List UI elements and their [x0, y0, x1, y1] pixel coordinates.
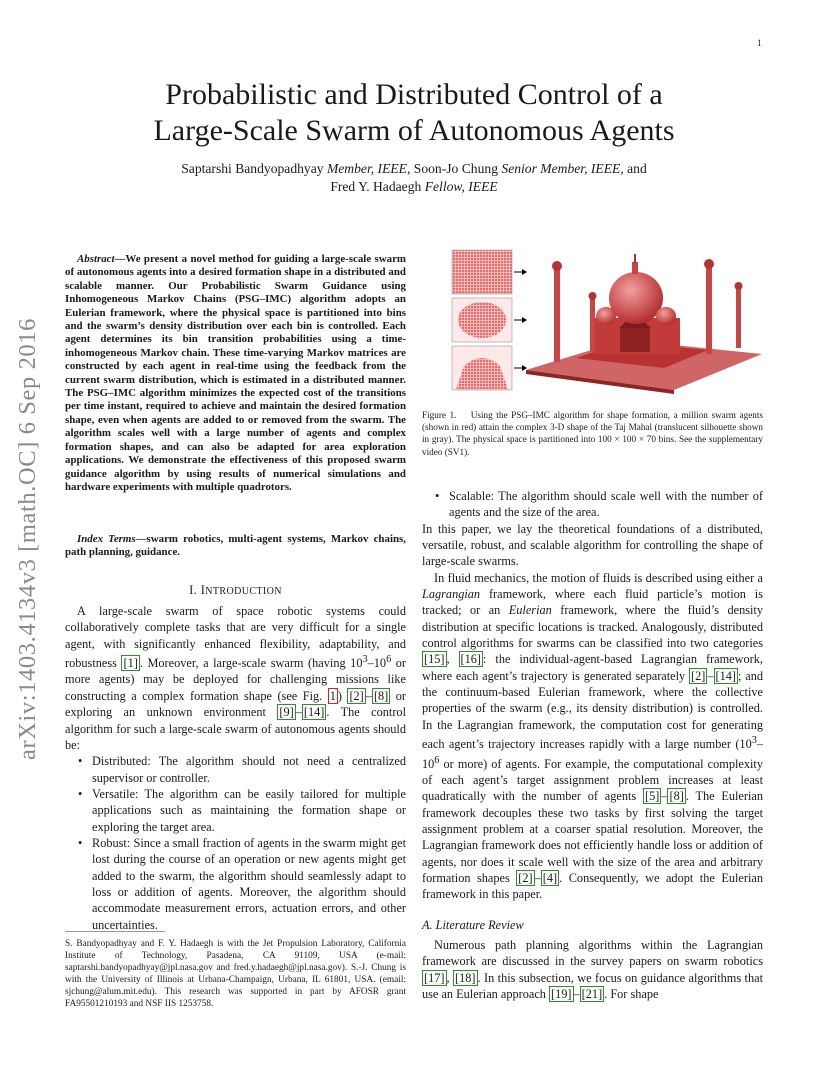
superscript: 6 [434, 754, 440, 766]
citation-link[interactable]: [15] [424, 652, 445, 667]
index-terms [65, 533, 406, 560]
citation-link[interactable]: [18] [455, 970, 476, 985]
body-text: or more) of agents. For example, the computational complexity of each agent’s target assignment problem increases at least quadratically with the number of agents [422, 756, 763, 804]
body-paragraph [422, 937, 763, 1002]
body-text: – [661, 789, 668, 804]
author-2-role: Senior Member, IEEE [501, 161, 621, 176]
list-item-text: Scalable: The algorithm should scale well with the number of agents and the size of the area. [449, 489, 763, 520]
figure-taj-mahal [444, 246, 764, 394]
paper-title [100, 77, 728, 149]
citation-link[interactable]: [4] [542, 871, 558, 886]
citation-link[interactable]: [14] [715, 668, 737, 683]
body-text: framework, where the fluid’s density distribution at specific locations is tracked. Analogously, distributed control algorithms for swarms can be classified into two categories [422, 603, 763, 651]
taj-mahal-render [526, 254, 762, 394]
requirements-list-continued [422, 488, 763, 521]
author-line-2 [100, 178, 728, 196]
citation-link[interactable]: [2] [518, 871, 533, 886]
body-text: , [446, 970, 453, 985]
list-item [65, 835, 406, 933]
title-line-2: Large-Scale Swarm of Autonomous Agents [153, 114, 675, 147]
superscript: 3 [751, 735, 757, 747]
intro-text: ) [337, 688, 348, 703]
body-text: framework, where each fluid particle’s motion is tracked; or an [422, 587, 763, 618]
intro-text: –10 [367, 656, 387, 671]
arxiv-identifier[interactable]: arXiv:1403.4134v3 [math.OC] 6 Sep 2016 [14, 318, 41, 760]
figure-caption [422, 409, 763, 458]
body-text: . Consequently, we adopt the Eulerian framework in this paper. [422, 871, 763, 902]
list-item [65, 753, 406, 786]
body-text: : the individual-agent-based Lagrangian framework, where each agent’s trajectory is generated separately [422, 652, 763, 683]
intro-paragraph [65, 603, 406, 753]
body-text: Numerous path planning algorithms within the Lagrangian framework are discussed in the survey papers on swarm robotics [422, 938, 763, 969]
citation-link[interactable]: [19] [551, 987, 572, 1002]
figure-image [444, 246, 764, 394]
body-paragraph [422, 570, 763, 903]
caption-label: Figure 1. [422, 410, 457, 420]
body-text: –10 [422, 737, 763, 771]
citation-link[interactable]: [5] [644, 789, 660, 804]
author-3-role: Fellow, IEEE [424, 179, 498, 194]
section-heading-introduction: I. INTRODUCTION [189, 583, 282, 597]
author-1: Saptarshi Bandyopadhyay [181, 161, 327, 176]
bullet-icon: • [435, 489, 440, 503]
emphasis: Eulerian [508, 603, 552, 618]
emphasis: Lagrangian [422, 587, 481, 602]
intro-text: . The control algorithm for such a large-scale swarm of autonomous agents should be: [65, 705, 406, 752]
citation-link[interactable]: [21] [581, 987, 603, 1002]
page-number: 1 [757, 38, 762, 48]
author-1-role: Member, IEEE [326, 161, 407, 176]
intro-text: or exploring an unknown environment [65, 688, 407, 720]
intro-text: . Moreover, a large-scale swarm (having 10 [139, 656, 363, 671]
list-item-text: Distributed: The algorithm should not need a centralized supervisor or controller. [92, 754, 406, 785]
footnote: S. Bandyopadhyay and F. Y. Hadaegh is with the Jet Propulsion Laboratory, California Institute of Technology, Pasadena, CA 91109, USA (e-mail: saptarshi.bandyopadhyay@jpl.nasa.gov and fred.y.hadaegh@jpl.nasa.gov). S.-J. Chung is with the University of Illinois at Urbana-Champaign, Urbana, IL 61801, USA. (email: sjchung@alum.mit.edu). This research was supported in part by AFOSR grant FA95501210193 and NSF IIS 1253758. [65, 939, 406, 1010]
citation-link[interactable]: [2] [691, 668, 706, 683]
abstract-label: Abstract [77, 253, 115, 265]
body-text: In fluid mechanics, the motion of fluids is described using either a [434, 570, 763, 585]
citation-link[interactable]: [17] [424, 970, 445, 985]
intro-text: – [295, 705, 302, 720]
footnote-rule [65, 931, 165, 932]
intro-text: or more agents) may be deployed for challenging missions like constructing a complex formation shape (see Fig. [65, 656, 406, 703]
body-text: – [707, 668, 714, 683]
list-item [65, 786, 406, 835]
bullet-icon: • [78, 786, 83, 801]
introduction-body [65, 603, 406, 933]
body-text: – [573, 987, 580, 1002]
caption-text: Using the PSG–IMC algorithm for shape formation, a million swarm agents (shown in red) attain the complex 3-D shape of the Taj Mahal (translucent silhouette shown in gray). The physical space is partitioned into 100 × 100 × 70 bins. See the supplementary video (SV1). [422, 410, 763, 457]
citation-link[interactable]: [1] [123, 656, 138, 671]
body-text: . The Eulerian framework decouples these two tasks by first solving the target assignment problem at a coarser spatial resolution. Moreover, the Lagrangian framework does not efficiently handle loss or addition of agents, nor does it scale well with the size of the area and arbitrary formation shapes [422, 789, 763, 886]
body-text: . In this subsection, we focus on guidance algorithms that use an Eulerian approach [422, 970, 763, 1002]
author-3: Fred Y. Hadaegh [330, 179, 425, 194]
citation-link[interactable]: [2] [349, 688, 364, 703]
index-terms-text: —swarm robotics, multi-agent systems, Markov chains, path planning, guidance. [65, 533, 406, 559]
author-list [100, 160, 728, 196]
requirements-list [65, 753, 406, 933]
list-item-text: Robust: Since a small fraction of agents in the swarm might get lost during the course of an operation or new agents might get added to the swarm, the algorithm should seamlessly adapt to loss or addition of agents. Moreover, the algorithm should accommodate measurement errors, actuation errors, and other uncertainties. [92, 835, 406, 932]
abstract-text: —We present a novel method for guiding a large-scale swarm of autonomous agents into a desired formation shape in a distributed and scalable manner. Our Probabilistic Swarm Guidance using Inhomogeneous Markov Chains (PSG–IMC) algorithm adopts an Eulerian framework, where the physical space is partitioned into bins and the swarm’s density distribution over each bin is controlled. Each agent determines its bin transition probabilities using a time-inhomogeneous Markov chain. These time-varying Markov matrices are constructed by each agent in real-time using the feedback from the current swarm distribution, which is estimated in a distributed manner. The PSG–IMC algorithm minimizes the expected cost of the transitions per time instant, required to achieve and maintain the desired formation shape, even when agents are added to or removed from the swarm. The algorithm scales well with a large number of agents and complex formation shapes, and can also be adapted for area exploration applications. We demonstrate the effectiveness of this proposed swarm guidance algorithm by using results of numerical simulations and hardware experiments with multiple quadrotors. [65, 253, 406, 493]
citation-link[interactable]: [8] [373, 688, 389, 703]
body-text: – [534, 871, 541, 886]
author-2: , Soon-Jo Chung [406, 161, 502, 176]
superscript: 6 [386, 654, 392, 666]
intro-text: A large-scale swarm of space robotic systems could collaboratively complete tasks that are very difficult for a single agent, with significantly enhanced flexibility, adaptability, and robustness [65, 604, 406, 671]
subsection-heading: A. Literature Review [422, 917, 524, 932]
body-text: ; and the continuum-based Eulerian framework, where the collective properties of the swarm (e.g., its density distribution) is controlled. In the Lagrangian framework, the computation cost for generating each agent’s trajectory increases rapidly with a large number (10 [422, 668, 763, 752]
intro-text: – [365, 688, 372, 703]
citation-link[interactable]: [14] [303, 705, 325, 720]
body-text: . For shape [604, 987, 659, 1002]
right-column-body [422, 488, 763, 1003]
title-line-1: Probabilistic and Distributed Control of a [165, 78, 663, 111]
citation-link[interactable]: [9] [279, 705, 294, 720]
superscript: 3 [362, 654, 368, 666]
figure-link[interactable]: 1 [329, 688, 336, 703]
index-terms-label: Index Terms [77, 533, 136, 545]
list-item-text: Versatile: The algorithm can be easily tailored for multiple applications such as maintaining the formation shape or exploring the target area. [92, 786, 406, 834]
citation-link[interactable]: [8] [669, 789, 684, 804]
body-paragraph: In this paper, we lay the theoretical foundations of a distributed, versatile, robust, and scalable algorithm for controlling the shape of large-scale swarms. [422, 521, 763, 569]
bullet-icon: • [78, 754, 83, 769]
abstract [65, 253, 406, 494]
body-text: , [446, 652, 459, 667]
list-item [422, 488, 763, 521]
distribution-panels [452, 250, 527, 390]
bullet-icon: • [78, 835, 83, 850]
citation-link[interactable]: [16] [460, 652, 482, 667]
author-2-tail: , and [620, 161, 647, 176]
author-line-1 [100, 160, 728, 178]
